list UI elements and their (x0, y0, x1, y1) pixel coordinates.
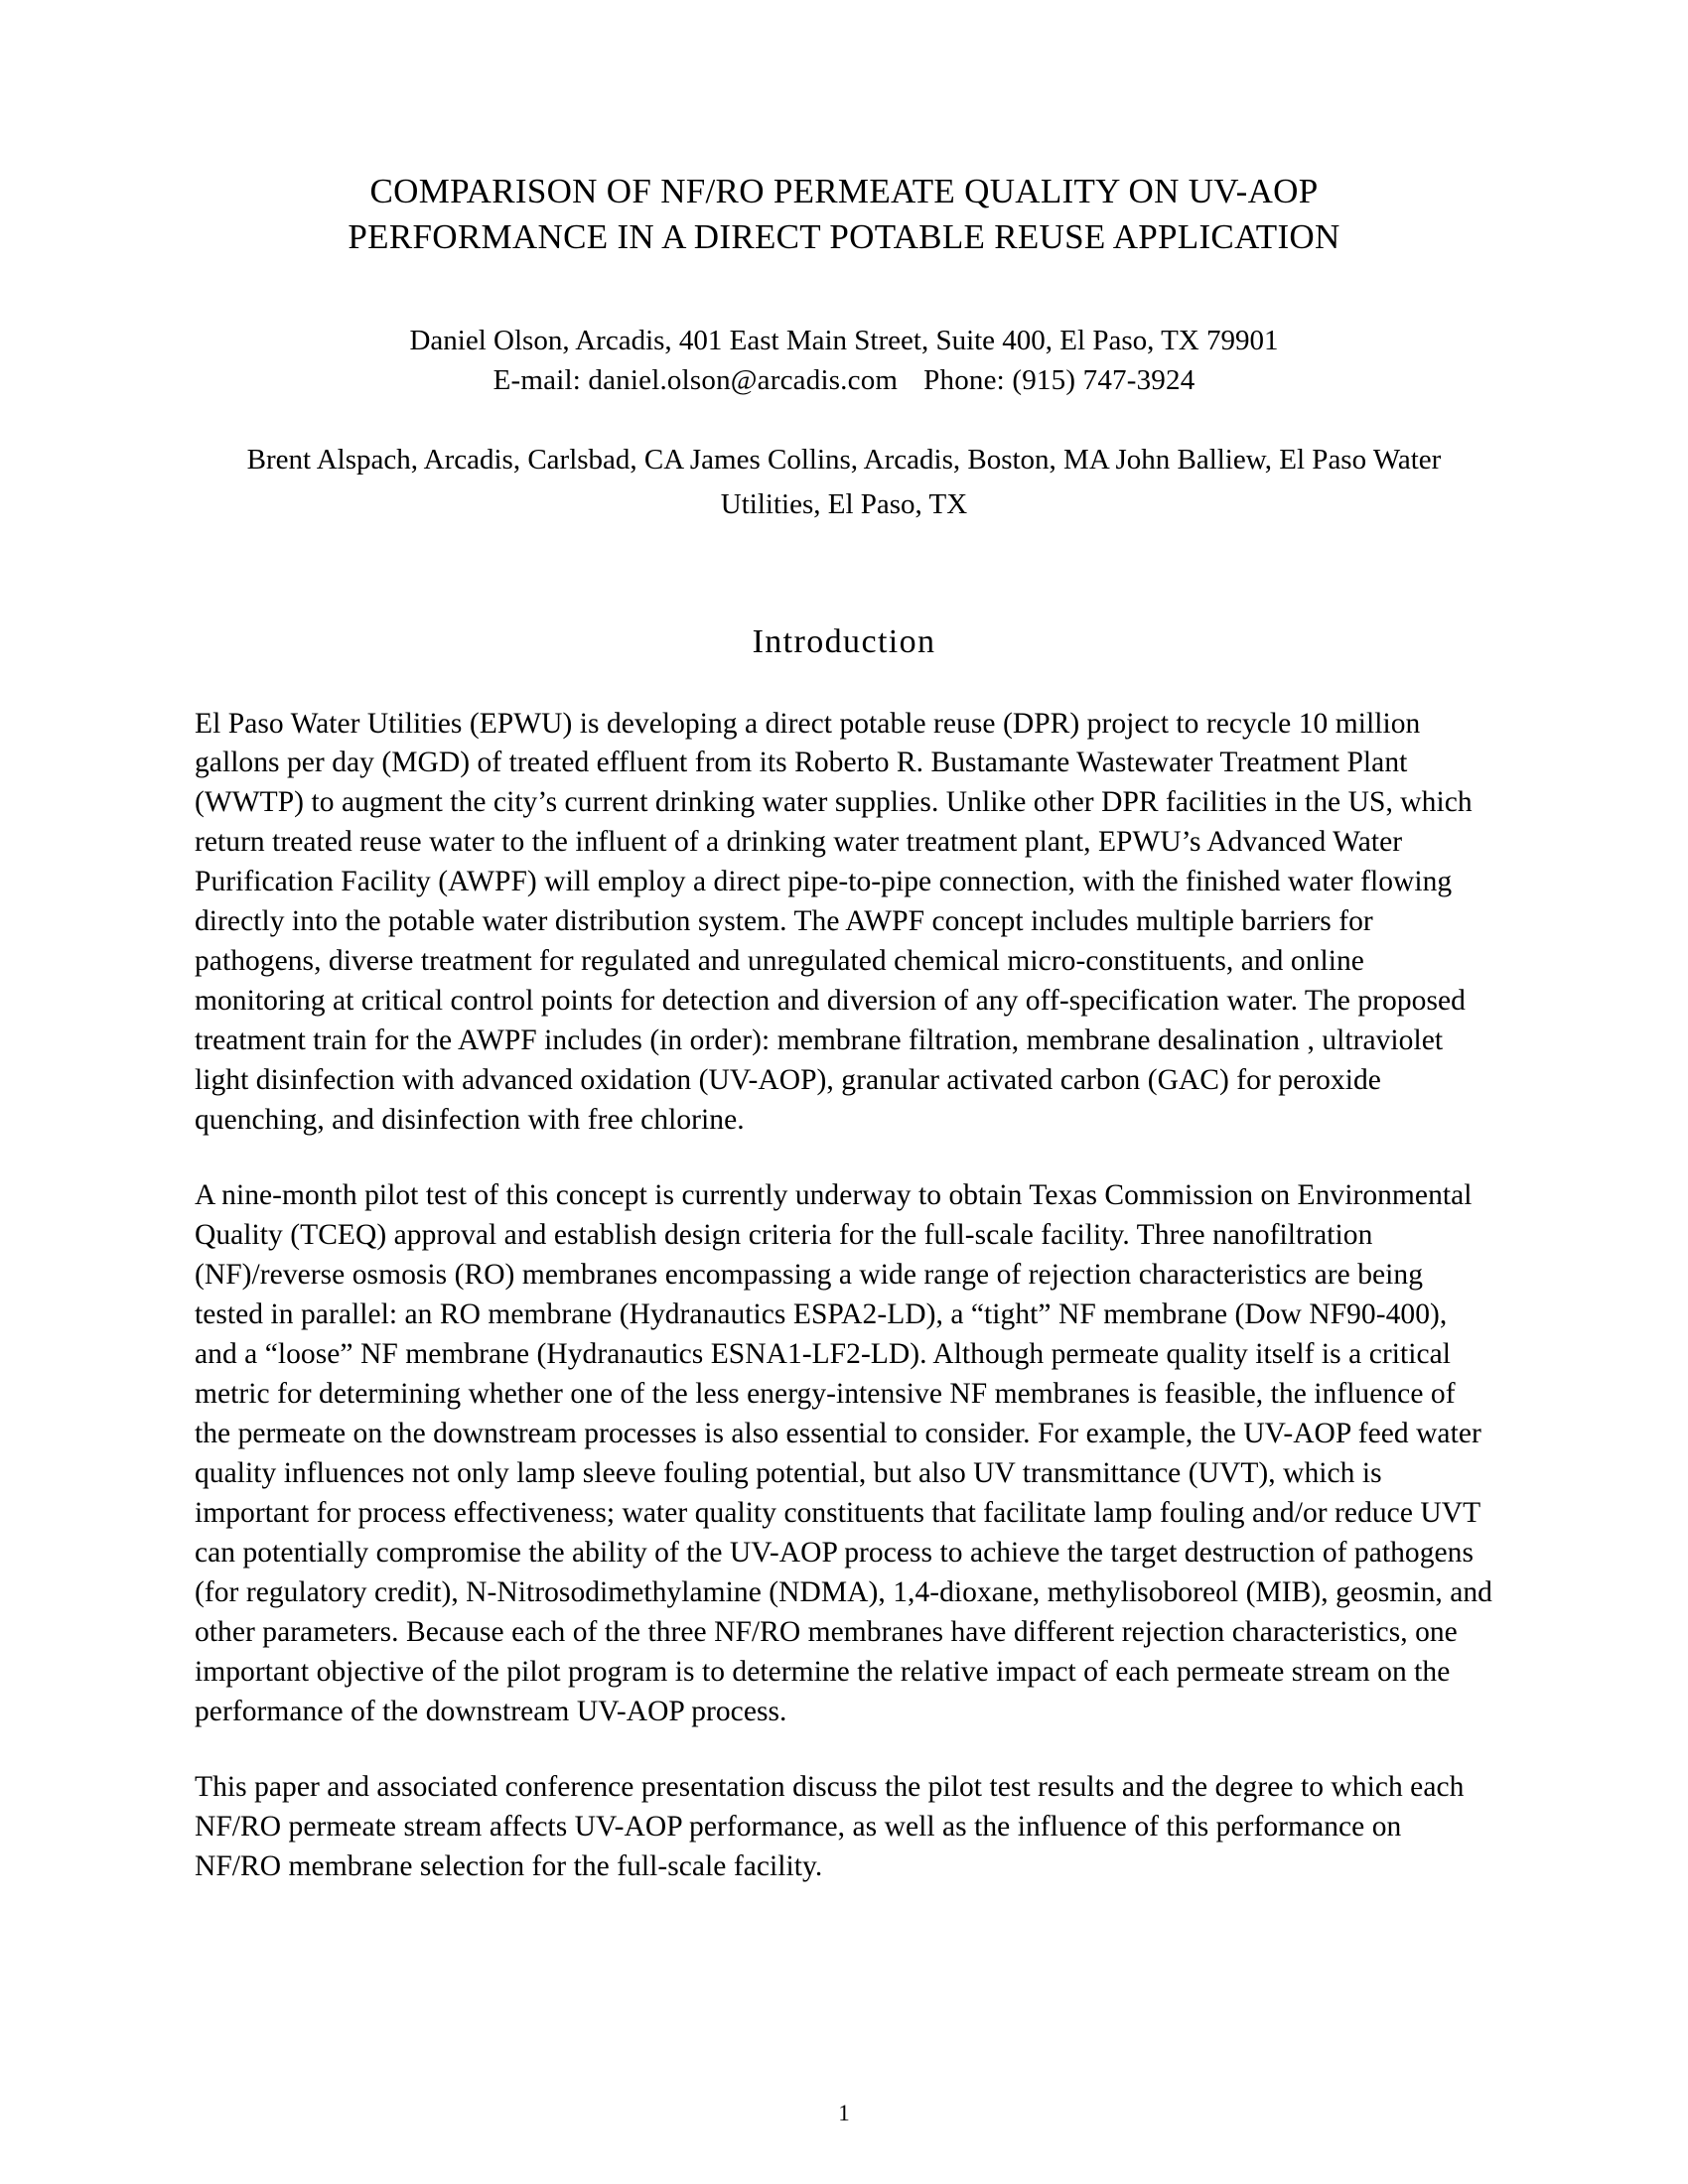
author-block (195, 321, 1493, 400)
author-primary: Daniel Olson, Arcadis, 401 East Main Street, Suite 400, El Paso, TX 79901 (409, 325, 1279, 356)
page-number: 1 (838, 2101, 850, 2125)
paper-title (195, 169, 1493, 259)
author-contact-line (195, 360, 1493, 400)
co-author-block (195, 438, 1493, 527)
paragraph-1: El Paso Water Utilities (EPWU) is developing a direct potable reuse (DPR) project to recycle 10 million gallons per day (MGD) of treated effluent from its Roberto R. Bustamante Wastewater Treatment Plant (WWTP) to augment the city’s current drinking water supplies. Unlike other DPR facilities in the US, which return treated reuse water to the influent of a drinking water treatment plant, EPWU’s Advanced Water Purification Facility (AWPF) will employ a direct pipe-to-pipe connection, with the finished water flowing directly into the potable water distribution system. The AWPF concept includes multiple barriers for pathogens, diverse treatment for regulated and unregulated chemical micro-constituents, and online monitoring at critical control points for detection and diversion of any off-specification water. The proposed treatment train for the AWPF includes (in order): membrane filtration, membrane desalination , ultraviolet light disinfection with advanced oxidation (UV-AOP), granular activated carbon (GAC) for peroxide quenching, and disinfection with free chlorine. (195, 707, 1473, 1137)
co-author-1: Brent Alspach, Arcadis, Carlsbad, CA (246, 444, 683, 477)
author-email: E-mail: daniel.olson@arcadis.com (492, 364, 899, 397)
paper-title-line-1: COMPARISON OF NF/RO PERMEATE QUALITY ON UV-AOP (369, 172, 1319, 210)
co-author-2: James Collins, Arcadis, Boston, MA (689, 444, 1109, 477)
paragraph-3: This paper and associated conference presentation discuss the pilot test results and the degree to which each NF/RO permeate stream affects UV-AOP performance, as well as the influence of this performance on NF/RO membrane selection for the full-scale facility. (195, 1770, 1465, 1882)
co-author-3: John Balliew, El Paso Water Utilities, El Paso, TX (720, 444, 1442, 521)
section-heading-introduction: Introduction (752, 622, 936, 660)
paragraph-2: A nine-month pilot test of this concept is currently underway to obtain Texas Commission on Environmental Quality (TCEQ) approval and establish design criteria for the full-scale facility. Three nanofiltration (NF)/reverse osmosis (RO) membranes encompassing a wide range of rejection characteristics are being tested in parallel: an RO membrane (Hydranautics ESPA2-LD), a “tight” NF membrane (Dow NF90-400), and a “loose” NF membrane (Hydranautics ESNA1-LF2-LD). Although permeate quality itself is a critical metric for determining whether one of the less energy-intensive NF membranes is feasible, the influence of the permeate on the downstream processes is also essential to consider. For example, the UV-AOP feed water quality influences not only lamp sleeve fouling potential, but also UV transmittance (UVT), which is important for process effectiveness; water quality constituents that facilitate lamp fouling and/or reduce UVT can potentially compromise the ability of the UV-AOP process to achieve the target destruction of pathogens (for regulatory credit), N-Nitrosodimethylamine (NDMA), 1,4-dioxane, methylisoboreol (MIB), geosmin, and other parameters. Because each of the three NF/RO membranes have different rejection characteristics, one important objective of the pilot program is to determine the relative impact of each permeate stream on the performance of the downstream UV-AOP process. (195, 1179, 1492, 1727)
author-phone: Phone: (915) 747-3924 (923, 364, 1196, 397)
paper-title-line-2: PERFORMANCE IN A DIRECT POTABLE REUSE APPLICATION (348, 216, 1340, 256)
